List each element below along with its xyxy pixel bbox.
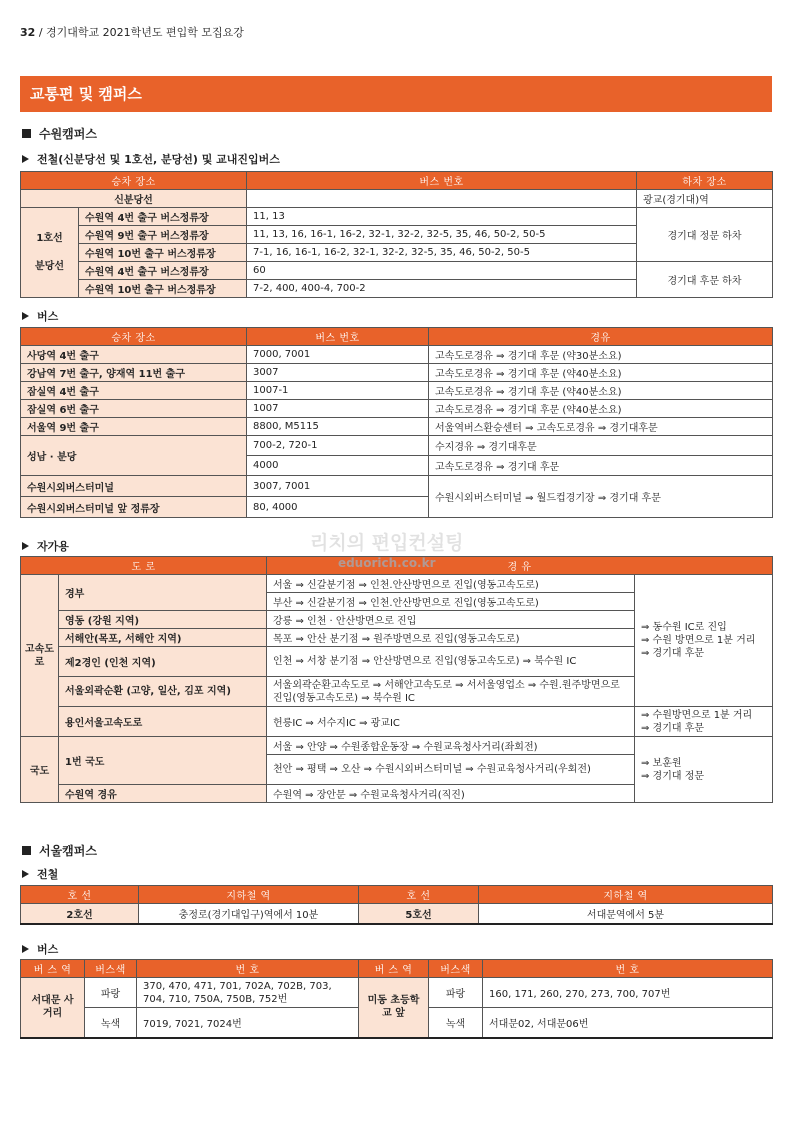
bus-route: 고속도로경유 ⇒ 경기대 후문 (약40분소요) (429, 382, 773, 400)
line-label-cell (21, 208, 79, 298)
bus-route: 고속도로경유 ⇒ 경기대 후문 (약30분소요) (429, 346, 773, 364)
shinbundang-dest: 광교(경기대)역 (637, 190, 773, 208)
col-header-color: 버스색 (85, 960, 137, 978)
square-bullet-icon (22, 129, 31, 138)
col-header-line: 호 선 (359, 886, 479, 904)
col-header-boarding: 승차 장소 (21, 172, 247, 190)
rail-bus: 60 (247, 262, 637, 280)
triangle-bullet-icon (22, 870, 29, 878)
bus-color-green: 녹색 (85, 1008, 137, 1038)
bus-number: 80, 4000 (247, 497, 429, 518)
shinbundang-label: 신분당선 (21, 190, 247, 208)
exit-east-suwon: ⇒ 동수원 IC로 진입 ⇒ 수원 방면으로 1분 거리 ⇒ 경기대 후문 (635, 575, 773, 707)
line1-label: 1호선 (36, 232, 63, 244)
road-gyeongbu: 경부 (59, 575, 267, 611)
rail-stop: 수원역 4번 출구 버스정류장 (79, 262, 247, 280)
bundang-label: 분당선 (35, 260, 64, 272)
triangle-bullet-icon (22, 542, 29, 550)
road-second-gyeongin: 제2경인 (인천 지역) (59, 647, 267, 677)
col-header-boarding: 승차 장소 (21, 328, 247, 346)
triangle-bullet-icon (22, 312, 29, 320)
road-yeongdong: 영동 (강원 지역) (59, 611, 267, 629)
col-header-color: 버스색 (429, 960, 483, 978)
car-route: 부산 ⇒ 신갈분기점 ⇒ 인천.안산방면으로 진입(영동고속도로) (267, 593, 635, 611)
car-route: 서울외곽순환고속도로 ⇒ 서해안고속도로 ⇒ 서서울영업소 ⇒ 수원.원주방면으로 진입(영동고속도로) ⇒ 북수원 IC (267, 677, 635, 707)
suwon-car-heading: 자가용 (22, 538, 69, 554)
station-seodaemun: 서대문역에서 5분 (479, 904, 773, 924)
bus-color-green: 녹색 (429, 1008, 483, 1038)
seoul-campus-heading: 서울캠퍼스 (22, 842, 97, 859)
bus-stop: 잠실역 6번 출구 (21, 400, 247, 418)
col-header-stop: 버 스 역 (21, 960, 85, 978)
col-header-station: 지하철 역 (139, 886, 359, 904)
rail-stop: 수원역 10번 출구 버스정류장 (79, 280, 247, 298)
bus-number: 3007, 7001 (247, 476, 429, 497)
triangle-bullet-icon (22, 945, 29, 953)
col-header-route: 경유 (429, 328, 773, 346)
rail-bus: 7-1, 16, 16-1, 16-2, 32-1, 32-2, 32-5, 35, 46, 50-2, 50-5 (247, 244, 637, 262)
col-header-station: 지하철 역 (479, 886, 773, 904)
line-2: 2호선 (21, 904, 139, 924)
exit-bohunwon: ⇒ 보훈원 ⇒ 경기대 정문 (635, 737, 773, 803)
bus-numbers-green: 서대문02, 서대문06번 (483, 1008, 773, 1038)
section-banner: 교통편 및 캠퍼스 (20, 76, 772, 112)
bus-number: 3007 (247, 364, 429, 382)
page-header (20, 24, 244, 40)
road-route1: 1번 국도 (59, 737, 267, 785)
bus-route: 고속도로경유 ⇒ 경기대 후문 (약40분소요) (429, 364, 773, 382)
rail-stop: 수원역 4번 출구 버스정류장 (79, 208, 247, 226)
col-header-number: 번 호 (137, 960, 359, 978)
national-road-label: 국도 (21, 737, 59, 803)
bus-number: 1007 (247, 400, 429, 418)
bus-stop: 잠실역 4번 출구 (21, 382, 247, 400)
station-chungjeongno: 충정로(경기대입구)역에서 10분 (139, 904, 359, 924)
car-route: 강릉 ⇒ 인천 · 안산방면으로 진입 (267, 611, 635, 629)
bus-color-blue: 파랑 (85, 978, 137, 1008)
exit-yongin: ⇒ 수원방면으로 1분 거리 ⇒ 경기대 후문 (635, 707, 773, 737)
document-title: 경기대학교 2021학년도 편입학 모집요강 (46, 26, 244, 39)
suwon-campus-heading: 수원캠퍼스 (22, 125, 97, 142)
car-route: 인천 ⇒ 서창 분기점 ⇒ 안산방면으로 진입(영동고속도로) ⇒ 북수원 IC (267, 647, 635, 677)
col-header-bus: 버스 번호 (247, 172, 637, 190)
dest-front: 경기대 정문 하차 (637, 208, 773, 262)
seoul-rail-heading: 전철 (22, 866, 58, 882)
car-route: 서울 ⇒ 신갈분기점 ⇒ 인천.안산방면으로 진입(영동고속도로) (267, 575, 635, 593)
seoul-rail-table (20, 885, 773, 925)
road-yongin-seoul: 용인서울고속도로 (59, 707, 267, 737)
rail-stop: 수원역 10번 출구 버스정류장 (79, 244, 247, 262)
bus-numbers-green: 7019, 7021, 7024번 (137, 1008, 359, 1038)
bus-numbers-blue: 370, 470, 471, 701, 702A, 702B, 703, 704, 710, 750A, 750B, 752번 (137, 978, 359, 1008)
suwon-bus-table (20, 327, 773, 518)
bus-numbers-blue: 160, 171, 260, 270, 273, 700, 707번 (483, 978, 773, 1008)
rail-bus: 11, 13 (247, 208, 637, 226)
bus-stop-terminal: 수원시외버스터미널 (21, 476, 247, 497)
col-header-via: 경 유 (267, 557, 773, 575)
header-separator: / (38, 26, 43, 39)
suwon-rail-table (20, 171, 773, 298)
col-header-number: 번 호 (483, 960, 773, 978)
triangle-bullet-icon (22, 155, 29, 163)
bus-number: 7000, 7001 (247, 346, 429, 364)
stop-seodaemun-crossroad: 서대문 사거리 (21, 978, 85, 1038)
road-seoul-ring: 서울외곽순환 (고양, 일산, 김포 지역) (59, 677, 267, 707)
bus-route: 고속도로경유 ⇒ 경기대 후문 (약40분소요) (429, 400, 773, 418)
bus-route: 고속도로경유 ⇒ 경기대 후문 (429, 456, 773, 476)
col-header-line: 호 선 (21, 886, 139, 904)
car-route: 헌릉IC ⇒ 서수지IC ⇒ 광교IC (267, 707, 635, 737)
col-header-bus: 버스 번호 (247, 328, 429, 346)
bus-route: 수지경유 ⇒ 경기대후문 (429, 436, 773, 456)
square-bullet-icon (22, 846, 31, 855)
suwon-car-table (20, 556, 773, 803)
car-route: 서울 ⇒ 안양 ⇒ 수원종합운동장 ⇒ 수원교육청사거리(좌회전) (267, 737, 635, 755)
rail-bus: 11, 13, 16, 16-1, 16-2, 32-1, 32-2, 32-5, 35, 46, 50-2, 50-5 (247, 226, 637, 244)
line-5: 5호선 (359, 904, 479, 924)
suwon-bus-heading: 버스 (22, 308, 58, 324)
bus-number: 4000 (247, 456, 429, 476)
seoul-bus-heading: 버스 (22, 941, 58, 957)
road-seohaean: 서해안(목포, 서해안 지역) (59, 629, 267, 647)
bus-color-blue: 파랑 (429, 978, 483, 1008)
bus-stop: 서울역 9번 출구 (21, 418, 247, 436)
rail-bus: 7-2, 400, 400-4, 700-2 (247, 280, 637, 298)
col-header-stop: 버 스 역 (359, 960, 429, 978)
bus-route-terminal: 수원시외버스터미널 ⇒ 월드컵경기장 ⇒ 경기대 후문 (429, 476, 773, 518)
car-route: 목포 ⇒ 안산 분기점 ⇒ 원주방면으로 진입(영동고속도로) (267, 629, 635, 647)
expressway-label: 고속도로 (21, 575, 59, 737)
bus-number: 8800, M5115 (247, 418, 429, 436)
bus-stop: 강남역 7번 출구, 양재역 11번 출구 (21, 364, 247, 382)
bus-stop: 사당역 4번 출구 (21, 346, 247, 364)
road-suwon-station: 수원역 경유 (59, 785, 267, 803)
bus-number: 700-2, 720-1 (247, 436, 429, 456)
col-header-alight: 하차 장소 (637, 172, 773, 190)
bus-number: 1007-1 (247, 382, 429, 400)
col-header-road: 도 로 (21, 557, 267, 575)
stop-midong-school: 미동 초등학교 앞 (359, 978, 429, 1038)
dest-back: 경기대 후문 하차 (637, 262, 773, 298)
seoul-bus-table (20, 959, 773, 1039)
car-route: 수원역 ⇒ 장안문 ⇒ 수원교육청사거리(직진) (267, 785, 635, 803)
bus-route: 서울역버스환승센터 ⇒ 고속도로경유 ⇒ 경기대후문 (429, 418, 773, 436)
suwon-rail-heading: 전철(신분당선 및 1호선, 분당선) 및 교내진입버스 (22, 151, 280, 167)
watermark: 리치의 편입컨설팅 eduorich.co.kr (310, 532, 464, 570)
page-number: 32 (20, 26, 36, 39)
car-route: 천안 ⇒ 평택 ⇒ 오산 ⇒ 수원시외버스터미널 ⇒ 수원교육청사거리(우회전) (267, 755, 635, 785)
rail-stop: 수원역 9번 출구 버스정류장 (79, 226, 247, 244)
bus-stop-terminal-front: 수원시외버스터미널 앞 정류장 (21, 497, 247, 518)
shinbundang-bus (247, 190, 637, 208)
bus-stop-seongnam: 성남 · 분당 (21, 436, 247, 476)
